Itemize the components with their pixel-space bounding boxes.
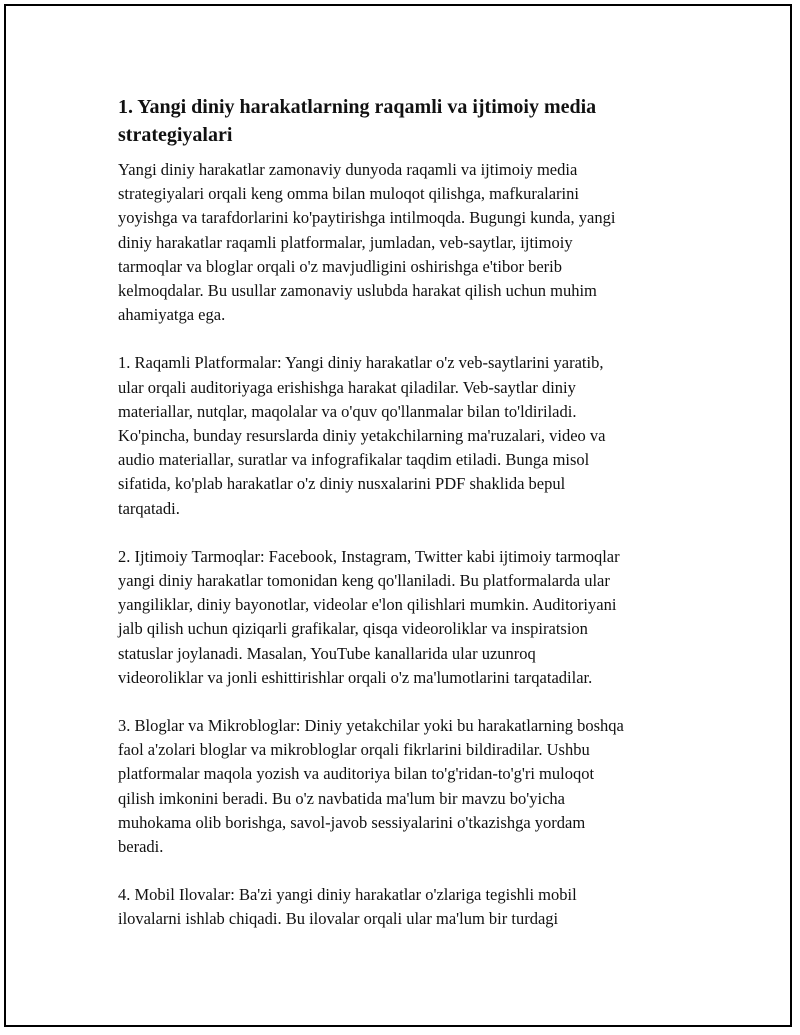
paragraph-social-networks: 2. Ijtimoiy Tarmoqlar: Facebook, Instagram, Twitter kabi ijtimoiy tarmoqlar yangi diniy harakatlar tomonidan keng qo'llaniladi. Bu platformalarda ular yangiliklar, diniy bayonotlar, videolar e'lon qilishlari mumkin. Auditoriyani jalb qilish uchun qiziqarli grafikalar, qisqa videoroliklar va inspiratsion statuslar joylanadi. Masalan, YouTube kanallarida ular uzunroq videoroliklar va jonli eshittirishlar orqali o'z ma'lumotlarini tarqatadilar. [118, 546, 620, 687]
intro-paragraph: Yangi diniy harakatlar zamonaviy dunyoda raqamli va ijtimoiy media strategiyalari orqali keng omma bilan muloqot qilishga, mafkuralarini yoyishga va tarafdorlarini ko'paytirishga intilmoqda. Bugungi kunda, yangi diniy harakatlar raqamli platformalar, jumladan, veb-saytlar, ijtimoiy tarmoqlar va bloglar orqali o'z mavjudligini oshirishga e'tibor berib kelmoqdalar. Bu usullar zamonaviy uslubda harakat qilish uchun muhim ahamiyatga ega. [118, 160, 616, 325]
section-heading: 1. Yangi diniy harakatlarning raqamli va ijtimoiy media strategiyalari [118, 96, 597, 146]
paragraph-mobile-apps: 4. Mobil Ilovalar: Ba'zi yangi diniy harakatlar o'zlariga tegishli mobil ilovalarni ishlab chiqadi. Bu ilovalar orqali ular ma'lum bir turdagi [118, 885, 577, 929]
paragraph-blogs: 3. Bloglar va Mikrobloglar: Diniy yetakchilar yoki bu harakatlarning boshqa faol a'zolari bloglar va mikrobloglar orqali fikrlarini bildiradilar. Ushbu platformalar maqola yozish va auditoriya bilan to'g'ridan-to'g'ri muloqot qilish imkonini beradi. Bu o'z navbatida ma'lum bir mavzu bo'yicha muhokama olib borishga, savol-javob sessiyalarini o'tkazishga yordam beradi. [118, 716, 624, 857]
document-body [118, 93, 708, 956]
paragraph-digital-platforms: 1. Raqamli Platformalar: Yangi diniy harakatlar o'z veb-saytlarini yaratib, ular orqali auditoriyaga erishishga harakat qiladilar. Veb-saytlar diniy materiallar, nutqlar, maqolalar va o'quv qo'llanmalar bilan to'ldiriladi. Ko'pincha, bunday resurslarda diniy yetakchilarning ma'ruzalari, video va audio materiallar, suratlar va infografikalar taqdim etiladi. Bunga misol sifatida, ko'plab harakatlar o'z diniy nusxalarini PDF shaklida bepul tarqatadi. [118, 353, 606, 518]
